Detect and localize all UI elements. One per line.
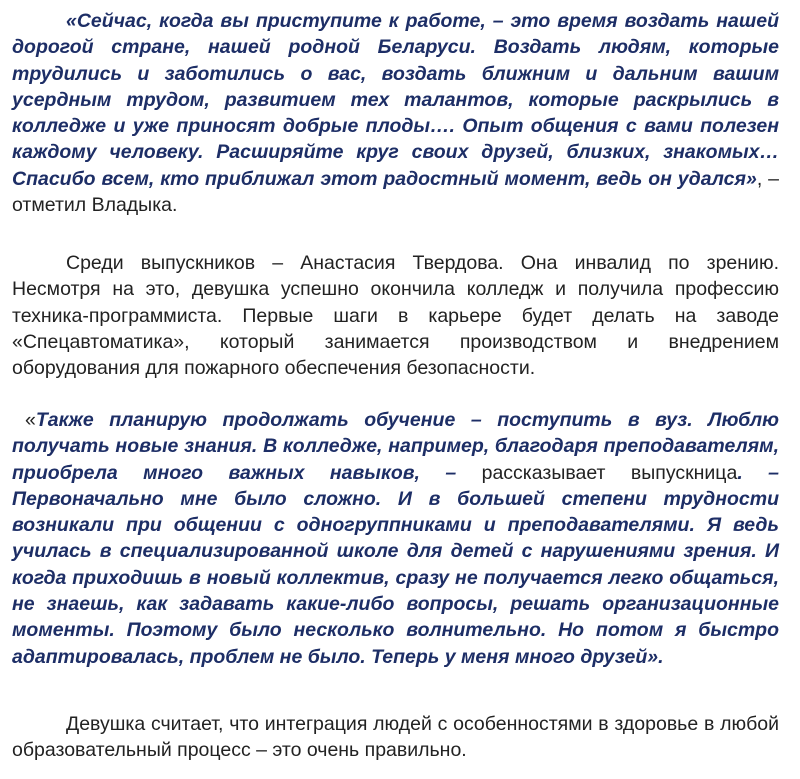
conclusion-paragraph (12, 711, 779, 764)
quote-paragraph-vladyka (12, 8, 779, 218)
quote-attribution: , – отметил Владыка. (12, 167, 780, 217)
quote-open-mark: « (25, 409, 36, 431)
conclusion-text: Девушка считает, что интеграция людей с особенностями в здоровье в любой образовательный процесс – это очень правильно. (12, 713, 779, 762)
vladyka-quote: «Сейчас, когда вы приступите к работе, – это время воздать нашей дорогой стране, нашей родной Беларуси. Воздать людям, которые трудились и заботились о вас, воздать ближним и дальним вашим усердным трудом, развитием тех талантов, которые раскрылись в колледже и уже приносят добрые плоды…. Опыт общения с вами полезен каждому человеку. Расширяйте круг своих друзей, близких, знакомых… Спасибо всем, кто приближал этот радостный момент, ведь он удался» (12, 10, 779, 190)
graduate-intro-paragraph (12, 250, 779, 381)
graduate-quote-part2: . – Первоначально мне было сложно. И в большей степени трудности возникали при общении с одногруппниками и преподавателями. Я ведь училась в специализированной школе для детей с нарушениями зрения. И когда приходишь в новый коллектив, сразу не получается легко общаться, не знаешь, как задавать какие-либо вопросы, решать организационные моменты. Поэтому было несколько волнительно. Но потом я быстро адаптировалась, проблем не было. Теперь у меня много друзей». (12, 461, 779, 668)
graduate-intro-text: Среди выпускников – Анастасия Твердова. Она инвалид по зрению. Несмотря на это, девушка успешно окончила колледж и получила профессию техника-программиста. Первые шаги в карьере будет делать на заводе «Спецавтоматика», который занимается производством и внедрением оборудования для пожарного обеспечения безопасности. (12, 252, 779, 380)
quote-paragraph-graduate (12, 407, 779, 670)
graduate-quote-speaker: рассказывает выпускница (456, 461, 738, 484)
graduate-quote-part1: Также планирую продолжать обучение – поступить в вуз. Люблю получать новые знания. В колледже, например, благодаря преподавателям, приобрела много важных навыков, – (12, 409, 779, 484)
